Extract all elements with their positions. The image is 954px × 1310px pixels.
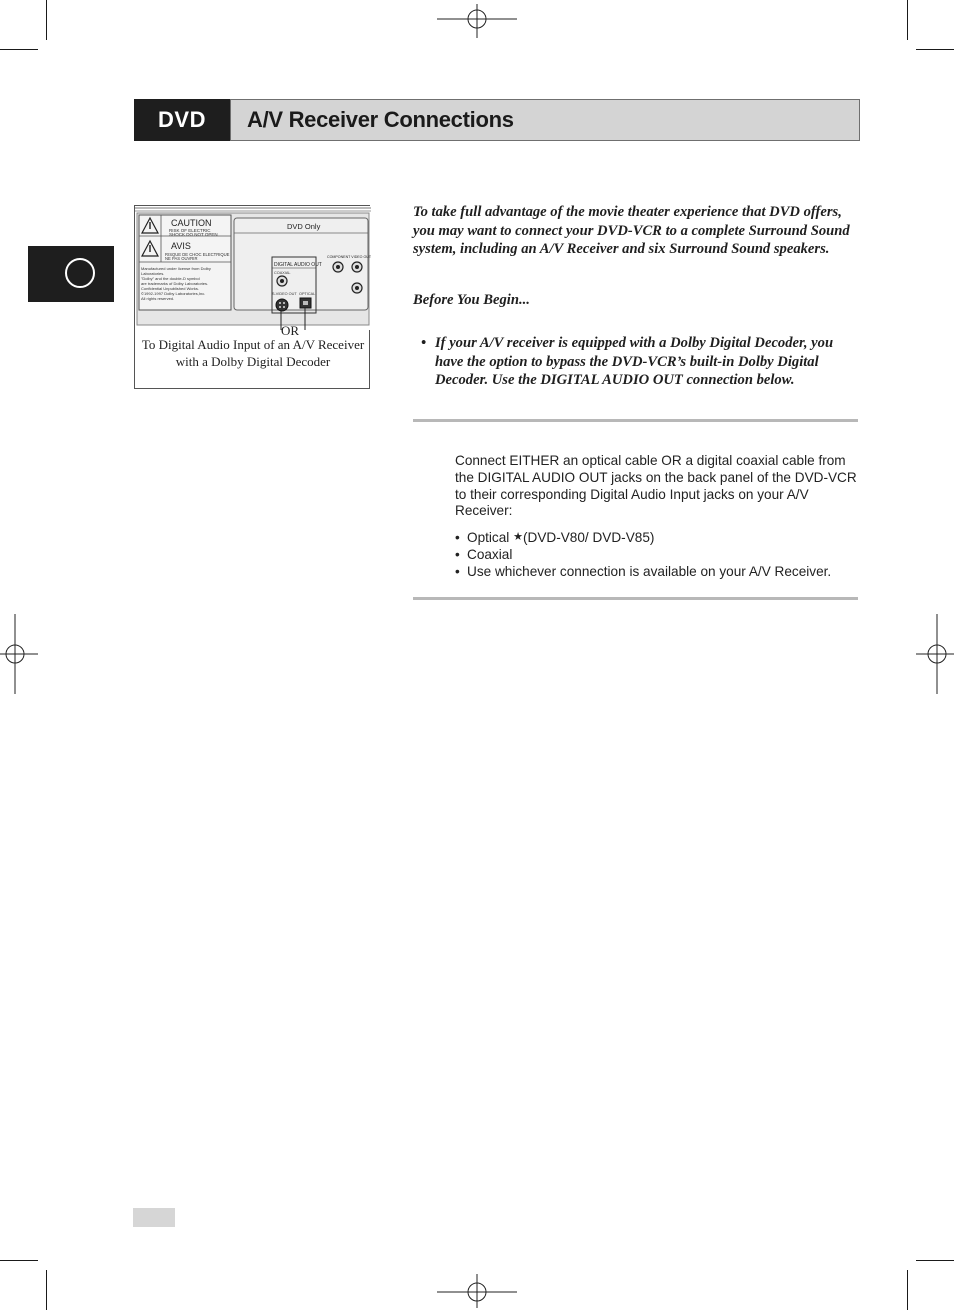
svg-text:Confidential Unpublished Works: Confidential Unpublished Works. (141, 286, 199, 291)
svg-text:OPTICAL: OPTICAL (299, 292, 316, 296)
dolby-bullet (421, 334, 858, 390)
before-you-begin: Before You Begin... (413, 292, 530, 308)
intro-paragraph: To take full advantage of the movie theater experience that DVD offers, you may want to connect your DVD-VCR to a complete Surround Sound system, including an A/V Receiver and six Surround Sound speakers. (413, 204, 850, 257)
divider (413, 419, 858, 422)
svg-text:"Dolby" and the double-D symbo: "Dolby" and the double-D symbol (141, 276, 200, 281)
star-icon: ★ (513, 531, 523, 543)
bullet-icon: • (455, 564, 460, 579)
back-panel-figure (134, 205, 370, 389)
bullet-icon: • (455, 530, 460, 545)
section-badge: DVD (134, 99, 230, 141)
caution-label: CAUTION (171, 218, 212, 228)
svg-text:NE PAS OUVRIR: NE PAS OUVRIR (165, 256, 198, 261)
page-title: A/V Receiver Connections (247, 107, 514, 132)
svg-text:©1992-1997 Dolby Laboratories,: ©1992-1997 Dolby Laboratories,Inc. (141, 291, 206, 296)
back-panel-illustration (135, 206, 371, 330)
component-video-out-label: COMPONENT VIDEO OUT (327, 255, 371, 259)
page-title-bar (230, 99, 860, 141)
list-item-optical: • Optical ★(DVD-V80/ DVD-V85) (455, 530, 655, 545)
registration-mark-top (437, 0, 517, 40)
registration-mark-bottom (437, 1272, 517, 1310)
svg-text:Manufactured under license fro: Manufactured under license from Dolby (141, 266, 211, 271)
svg-text:COAXIAL: COAXIAL (274, 271, 291, 275)
svideo-jack-icon (276, 299, 288, 311)
side-tab-circle-icon (65, 258, 95, 288)
divider (413, 597, 858, 600)
connect-instructions: Connect EITHER an optical cable OR a digital coaxial cable from the DIGITAL AUDIO OUT jacks on the back panel of the DVD-VCR to their corresponding Digital Audio Input jacks on your A/V Receiver: (455, 453, 857, 519)
svg-text:All rights reserved.: All rights reserved. (141, 296, 175, 301)
avis-label: AVIS (171, 241, 191, 251)
registration-mark-right (914, 614, 954, 694)
dolby-bullet-text: If your A/V receiver is equipped with a Dolby Digital Decoder, you have the option to bypass the DVD-VCR’s built-in Dolby Digital Decoder. Use the DIGITAL AUDIO OUT connection below. (435, 335, 834, 388)
bullet-icon: • (455, 547, 460, 562)
registration-mark-left (0, 614, 40, 694)
svg-text:RISQUE DE CHOC ELECTRIQUE: RISQUE DE CHOC ELECTRIQUE (165, 252, 230, 257)
svg-text:are trademarks of Dolby Labora: are trademarks of Dolby Laboratories. (141, 281, 209, 286)
svg-text:S-VIDEO OUT: S-VIDEO OUT (272, 292, 297, 296)
svg-text:SHOCK DO NOT OPEN: SHOCK DO NOT OPEN (169, 232, 218, 237)
or-label: OR (281, 323, 300, 338)
dvd-only-label: DVD Only (287, 222, 321, 231)
digital-audio-out-label: DIGITAL AUDIO OUT (274, 262, 322, 268)
list-item-whichever: • Use whichever connection is available on your A/V Receiver. (455, 564, 832, 579)
svg-text:RISK OF ELECTRIC: RISK OF ELECTRIC (169, 228, 211, 233)
list-item-coaxial: • Coaxial (455, 547, 513, 562)
bullet-icon: • (421, 335, 427, 351)
page-number-tab (133, 1208, 175, 1227)
svg-text:Laboratories.: Laboratories. (141, 271, 165, 276)
figure-caption: To Digital Audio Input of an A/V Receiver with a Dolby Digital Decoder (141, 337, 365, 369)
